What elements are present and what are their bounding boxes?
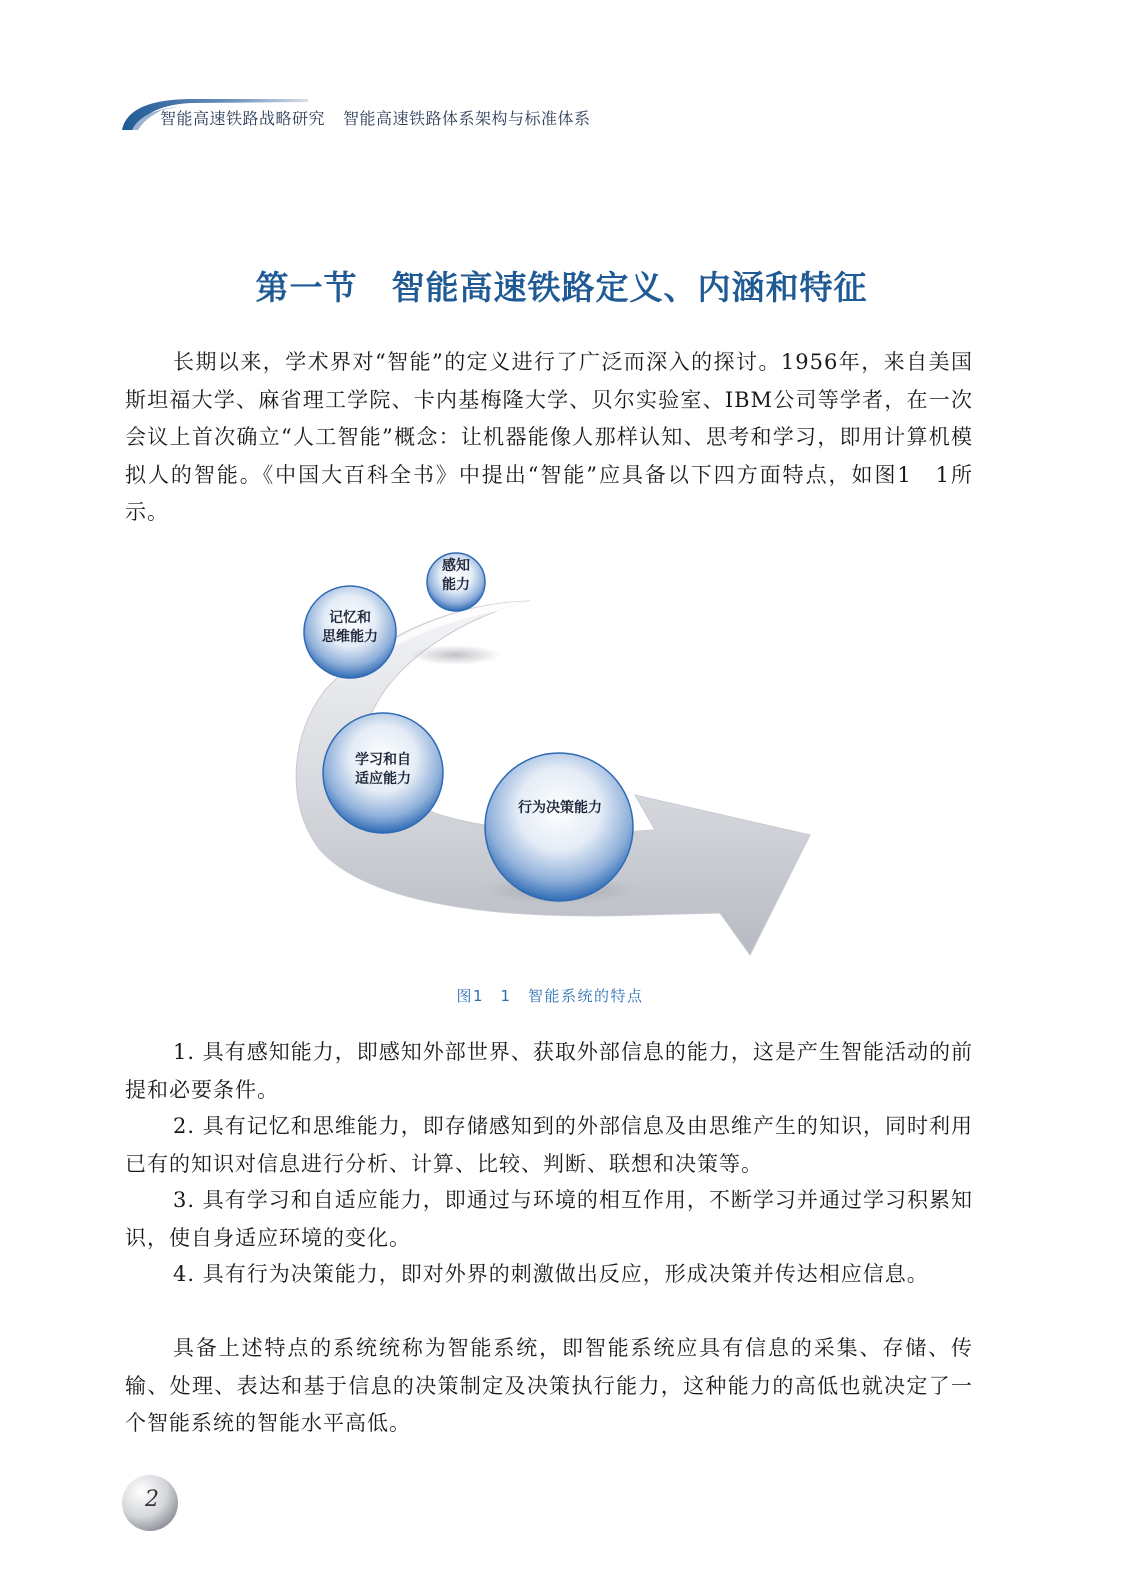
sphere-decision xyxy=(485,753,633,901)
running-header xyxy=(118,96,718,136)
figure-caption: 图1 1 智能系统的特点 xyxy=(456,987,644,1005)
intelligence-features-figure xyxy=(280,545,840,965)
paragraph-2: 2. 具有记忆和思维能力，即存储感知到的外部信息及由思维产生的知识，同时利用已有的知识对信息进行分析、计算、比较、判断、联想和决策等。 xyxy=(125,1114,973,1176)
page-number: 2 xyxy=(145,1487,159,1512)
paragraph-5: 具备上述特点的系统统称为智能系统，即智能系统应具有信息的采集、存储、传输、处理、表达和基于信息的决策制定及决策执行能力，这种能力的高低也就决定了一个智能系统的智能水平高低。 xyxy=(125,1336,973,1435)
section-title: 第一节 智能高速铁路定义、内涵和特征 xyxy=(255,268,868,307)
label-perception: 感知 能力 xyxy=(442,558,470,593)
label-learning: 学习和自 适应能力 xyxy=(355,752,411,787)
intro-paragraph: 长期以来，学术界对“智能”的定义进行了广泛而深入的探讨。1956年，来自美国斯坦福大学、麻省理工学院、卡内基梅隆大学、贝尔实验室、IBM公司等学者，在一次会议上首次确立“人工智能”概念：让机器能像人那样认知、思考和学习，即用计算机模拟人的智能。《中国大百科全书》中提出“智能”应具备以下四方面特点，如图1 1所示。 xyxy=(125,350,973,524)
header-text xyxy=(160,106,609,129)
label-memory: 记忆和 思维能力 xyxy=(322,610,378,645)
label-decision: 行为决策能力 xyxy=(518,800,602,816)
paragraph-1: 1. 具有感知能力，即感知外部世界、获取外部信息的能力，这是产生智能活动的前提和必要条件。 xyxy=(125,1040,973,1102)
paragraph-4: 4. 具有行为决策能力，即对外界的刺激做出反应，形成决策并传达相应信息。 xyxy=(173,1262,929,1286)
header-volume-title: 智能高速铁路体系架构与标准体系 xyxy=(343,109,591,128)
paragraph-3: 3. 具有学习和自适应能力，即通过与环境的相互作用，不断学习并通过学习积累知识，使自身适应环境的变化。 xyxy=(125,1188,973,1250)
header-book-title: 智能高速铁路战略研究 xyxy=(160,109,326,128)
